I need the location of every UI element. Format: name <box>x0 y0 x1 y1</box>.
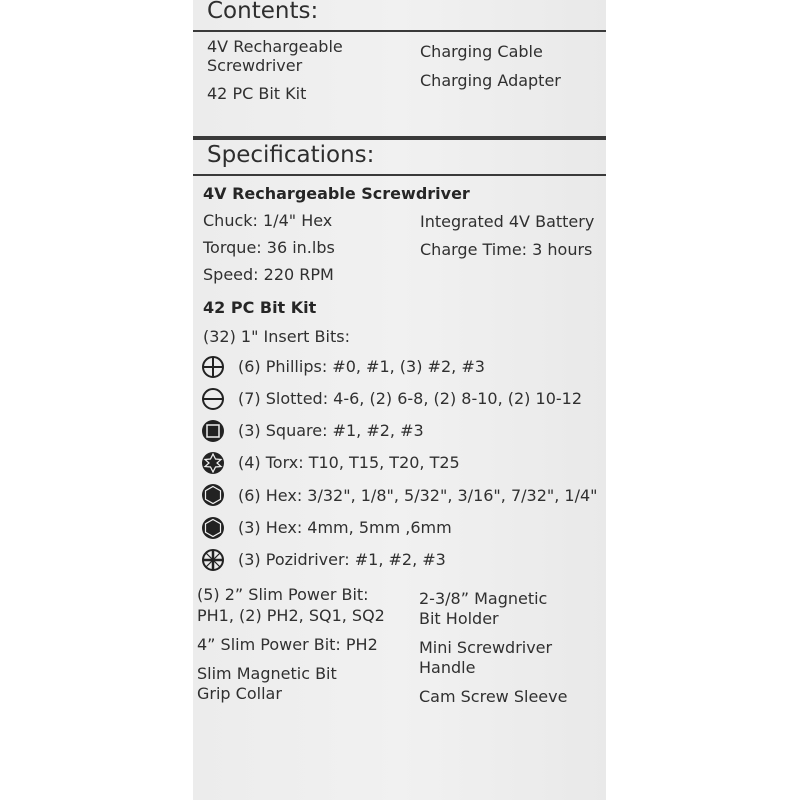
contents-item-screwdriver-line1: 4V Rechargeable <box>207 37 343 56</box>
pozidriver-icon <box>201 548 225 572</box>
spec-speed: Speed: 220 RPM <box>203 265 334 284</box>
bit-square: (3) Square: #1, #2, #3 <box>238 421 424 440</box>
bit-slotted: (7) Slotted: 4-6, (2) 6-8, (2) 8-10, (2) 10-12 <box>238 389 582 408</box>
extra-slim-power-bit-2: (5) 2” Slim Power Bit: <box>197 585 369 604</box>
bit-pozidriver: (3) Pozidriver: #1, #2, #3 <box>238 550 446 569</box>
extra-mini-handle-line2: Handle <box>419 658 476 677</box>
specifications-header <box>193 136 606 176</box>
spec-chuck: Chuck: 1/4" Hex <box>203 211 333 230</box>
bit-torx: (4) Torx: T10, T15, T20, T25 <box>238 453 460 472</box>
extra-cam-screw-sleeve: Cam Screw Sleeve <box>419 687 568 706</box>
slotted-icon <box>201 387 225 411</box>
spec-charge-time: Charge Time: 3 hours <box>420 240 593 259</box>
extra-slim-power-bit-2-list: PH1, (2) PH2, SQ1, SQ2 <box>197 606 385 625</box>
screwdriver-section-title: 4V Rechargeable Screwdriver <box>203 184 470 203</box>
contents-item-charging-cable: Charging Cable <box>420 42 543 61</box>
square-icon <box>201 419 225 443</box>
bit-phillips: (6) Phillips: #0, #1, (3) #2, #3 <box>238 357 485 376</box>
contents-header <box>193 0 606 32</box>
extra-bit-holder-line2: Bit Holder <box>419 609 499 628</box>
bit-hex-imperial: (6) Hex: 3/32", 1/8", 5/32", 3/16", 7/32", 1/4" <box>238 486 598 505</box>
hex-icon <box>201 483 225 507</box>
extra-mini-handle-line1: Mini Screwdriver <box>419 638 553 657</box>
hex-icon <box>201 516 225 540</box>
phillips-icon <box>201 355 225 379</box>
insert-bits-label: (32) 1" Insert Bits: <box>203 327 350 346</box>
torx-icon <box>201 451 225 475</box>
contents-item-bit-kit: 42 PC Bit Kit <box>207 84 307 103</box>
extra-bit-holder-line1: 2-3/8” Magnetic <box>419 589 548 608</box>
spec-panel <box>193 0 606 800</box>
extra-grip-collar-line2: Grip Collar <box>197 684 282 703</box>
contents-item-charging-adapter: Charging Adapter <box>420 71 561 90</box>
spec-battery: Integrated 4V Battery <box>420 212 595 231</box>
specifications-heading: Specifications: <box>207 142 375 168</box>
contents-heading: Contents: <box>207 0 319 24</box>
extra-grip-collar-line1: Slim Magnetic Bit <box>197 664 337 683</box>
extra-slim-power-bit-4: 4” Slim Power Bit: PH2 <box>197 635 378 654</box>
bit-hex-metric: (3) Hex: 4mm, 5mm ,6mm <box>238 518 452 537</box>
bit-kit-section-title: 42 PC Bit Kit <box>203 298 317 317</box>
contents-item-screwdriver-line2: Screwdriver <box>207 56 303 75</box>
spec-torque: Torque: 36 in.lbs <box>203 238 335 257</box>
